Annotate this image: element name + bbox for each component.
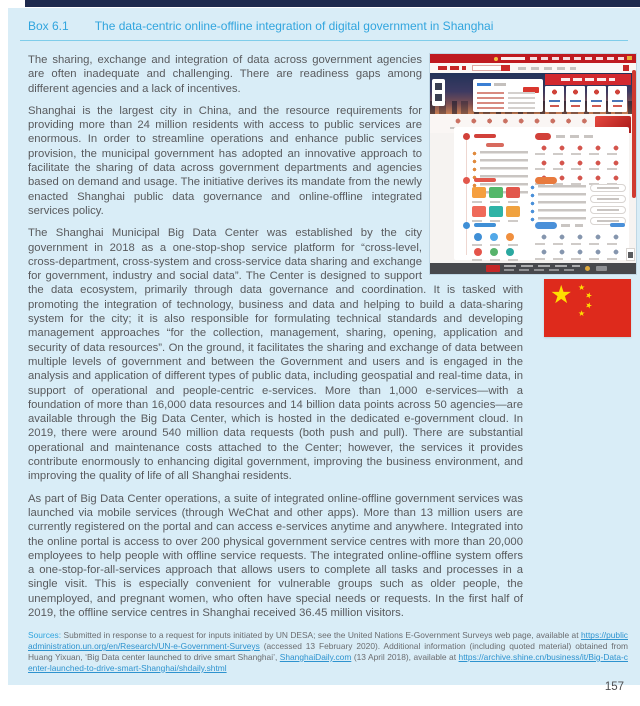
portal-menu-icon xyxy=(623,65,629,71)
section-2-tile xyxy=(506,206,520,217)
service-icons xyxy=(450,117,592,125)
section-2-list-bullets xyxy=(530,185,535,223)
section-3-app-icon xyxy=(490,248,498,256)
portal-logo xyxy=(438,66,466,70)
portal-emblem-icon xyxy=(494,57,498,61)
china-flag xyxy=(544,279,631,337)
section-1-tab-labels xyxy=(556,135,596,138)
section-2-link-pill xyxy=(590,206,626,214)
section-2-tile xyxy=(472,206,486,217)
portal-quick-cards xyxy=(545,86,631,112)
flag-small-star-icon: ★ xyxy=(583,300,594,311)
login-text-lines xyxy=(477,92,504,109)
section-1-badge xyxy=(463,133,470,140)
back-to-top-button xyxy=(626,248,635,261)
portal-site-title xyxy=(501,57,525,60)
section-1-label xyxy=(474,134,496,138)
section-2-tile-labels xyxy=(472,220,520,222)
portal-hero-banner xyxy=(430,73,636,114)
footer-text xyxy=(504,269,574,271)
section-3-icon-labels xyxy=(535,243,623,245)
login-tab-active xyxy=(477,83,491,86)
sources-text: Submitted in response to a request for inputs initiated by UN DESA; see the United Nations E-Government Surveys web page, available at xyxy=(61,630,581,641)
section-3-tab xyxy=(535,222,557,229)
footer-logo xyxy=(486,265,500,272)
footer-badge xyxy=(596,266,607,271)
portal-login-card xyxy=(473,79,543,112)
sources-text: (accessed 13 February 2020). Additional information (including quoted material) obtained from Huang Yixuan, ‘Big Data center launched to drive smart Shanghai’, xyxy=(28,641,628,662)
portal-search-input xyxy=(472,65,510,71)
section-3-more-link xyxy=(610,223,625,227)
portal-scrollbar xyxy=(632,70,636,198)
box-header xyxy=(20,8,628,41)
section-3-icon-row xyxy=(535,248,625,256)
portal-search-bar xyxy=(430,63,636,73)
footer-emblem-icon xyxy=(585,266,590,271)
flag-small-star-icon: ★ xyxy=(578,283,586,292)
section-2-tile xyxy=(506,187,520,198)
box-label: Box 6.1 xyxy=(28,19,69,33)
section-3-badge xyxy=(463,222,470,229)
paragraph-2: Shanghai is the largest city in China, and the resource requirements for providing more than 24 million residents with access to public services are enormous. In order to streamline operations and enhance public services provision, the municipal government has adopted an innovative approach to facilitate the sharing of data across government departments and agencies based on demand and usage. The initiative derives its mandate from the newly enacted Shanghai public data governance and online-offline integrated services policy. xyxy=(28,104,422,217)
page-number: 157 xyxy=(604,681,624,693)
paragraph-3: The Shanghai Municipal Big Data Center was established by the city government in 2018 as a one-stop-shop service platform for “cross-level, cross-department, cross-system and cross-service data sharing and exchange for government, industry and social data”. The Center is designed to support the data ecosystem, primarily through data governance and coordination. It is tasked with promoting the integration of technology, business and data and helping to build a data-sharing system for the city; it is also responsible for formulating technical standards and developing management approaches “for the collection, management, sharing, opening, application and security of data resources”. On the ground, it facilitates the sharing and exchange of data between multiple levels of government and between the Government and users and is engaged in the analysis and application of different types of public data, including geospatial and real-time data, in support of operational and people-centric e-services. More than 1,000 e-services—with a foundation of more than 16,000 data resources and 14 billion data points across 50 agencies—are available through the Big Data Center, which is hosted in the dedicated e-government cloud. In 2019, there were around 540 million data requests (both push and pull). There are substantial operational and maintenance costs attached to the Center; however, the services it provides contribute enormously to enhancing digital government, improving the business environment, and improving the quality of life of all Shanghai residents. xyxy=(28,227,523,483)
section-1-tag xyxy=(486,143,504,147)
portal-content-area xyxy=(430,133,636,263)
box-6-1 xyxy=(8,8,640,685)
paragraph-4: As part of Big Data Center operations, a suite of integrated online-offline government services was launched via mobile services (through WeChat and other apps). More than 13 million users are currently registered on the portal and can access e-services anytime and anywhere. Integrated into the online portal is access to over 200 physical government service centres with more than 20,000 employees to help people with offline service requests. The integrated online-offline system offers a one-stop-for-all-services approach that allows users to complete all tasks and processes in a single visit. This is especially convenient for vulnerable groups such as older people, the unemployed, and pregnant women, who often have special needs or requests. In the first half of 2019, the offline service centres in Shanghai received 36.45 million visitors. xyxy=(28,492,523,619)
flag-small-star-icon: ★ xyxy=(578,309,586,318)
portal-qr-widget xyxy=(432,79,445,106)
source-link-archive-shine[interactable]: https://archive.shine.cn/business/it/Big-Data-center-launched-to-drive-smart-Shanghai/shdaily.shtml xyxy=(28,651,628,673)
section-2-tile xyxy=(489,187,503,198)
section-3-app-icon xyxy=(506,233,514,241)
section-3-app-icon xyxy=(490,233,498,241)
flag-large-star-icon: ★ xyxy=(550,281,573,309)
sources-note xyxy=(20,630,628,673)
section-2-label xyxy=(474,178,496,182)
section-2-tile xyxy=(472,187,486,198)
portal-figure-anchor xyxy=(430,53,523,281)
section-timeline xyxy=(466,133,467,255)
section-3-icon-labels xyxy=(472,259,518,261)
portal-top-bar xyxy=(430,54,636,63)
login-text-lines xyxy=(508,92,535,109)
portal-secondary-links xyxy=(518,67,576,70)
portal-flag-icon xyxy=(627,56,632,60)
section-2-tab xyxy=(535,177,557,184)
section-2-tile xyxy=(489,206,503,217)
flag-small-star-icon: ★ xyxy=(583,290,594,301)
sources-text: (13 April 2018), available at xyxy=(351,651,459,662)
section-3-icon-row xyxy=(535,233,625,241)
section-2-link-pill xyxy=(590,195,626,203)
portal-nav-links xyxy=(530,57,624,60)
portal-footer xyxy=(430,263,636,274)
section-2-link-pill xyxy=(590,184,626,192)
section-3-app-icon xyxy=(506,248,514,256)
banner-headline xyxy=(561,78,615,81)
section-1-icon-row xyxy=(535,144,625,152)
section-3-icon-labels xyxy=(535,258,623,260)
source-link-un-surveys[interactable]: https://publicadministration.un.org/en/Research/UN-e-Government-Surveys xyxy=(28,630,628,652)
section-3-icon-labels xyxy=(472,244,518,246)
section-2-list-lines xyxy=(538,185,586,223)
source-link-shanghaidaily[interactable]: ShanghaiDaily.com xyxy=(279,651,352,662)
section-3-app-icon xyxy=(474,248,482,256)
paragraph-1: The sharing, exchange and integration of data across government agencies are often inadequate and challenging. There are readiness gaps among different agencies and a lack of incentives. xyxy=(28,54,422,95)
section-1-icon-row xyxy=(535,159,625,167)
section-3-tab-labels xyxy=(561,224,583,227)
section-1-list-lines xyxy=(480,151,528,197)
sources-label: Sources: xyxy=(28,630,62,641)
section-1-icon-labels xyxy=(535,153,623,155)
shanghai-portal-screenshot xyxy=(430,54,636,274)
top-edge-band xyxy=(25,0,640,7)
box-title: The data-centric online-offline integration of digital government in Shanghai xyxy=(94,19,494,33)
footer-text xyxy=(504,265,580,267)
portal-search-button xyxy=(501,65,510,71)
section-2-tile-labels xyxy=(472,201,520,203)
section-3-app-icon xyxy=(474,233,482,241)
section-3-label xyxy=(474,223,496,227)
section-1-tab xyxy=(535,133,551,140)
section-2-badge xyxy=(463,177,470,184)
section-1-icon-labels xyxy=(535,168,623,170)
login-tab-inactive xyxy=(494,83,506,86)
portal-red-banner xyxy=(545,74,631,85)
